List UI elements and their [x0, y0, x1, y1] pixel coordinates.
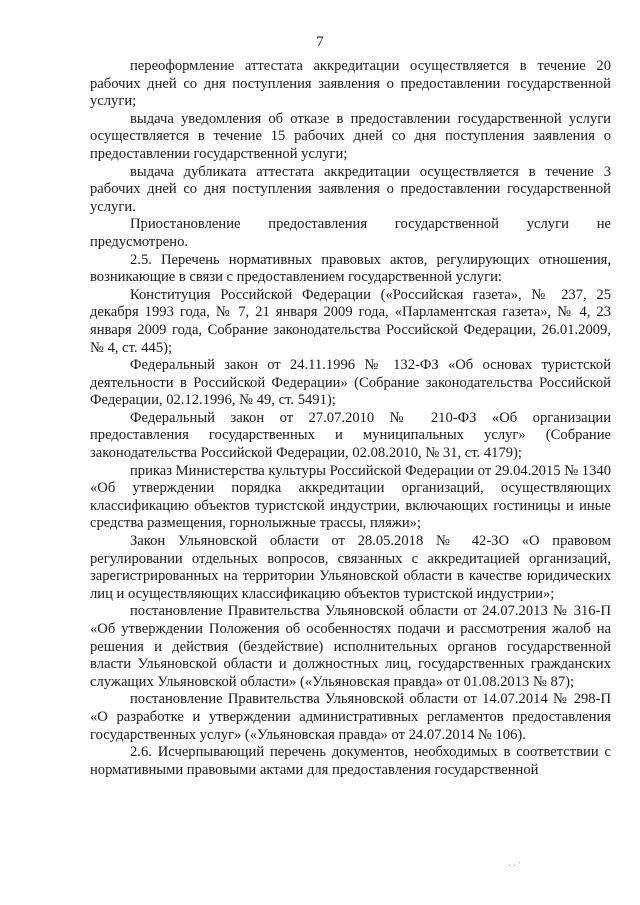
section-2-5-heading: 2.5. Перечень нормативных правовых актов, регулирующих отношения, возникающие в связи с предоставлением государственной услуги:: [90, 251, 611, 286]
scan-artifact-icon: ․․‧: [508, 858, 523, 868]
section-2-6-paragraph: 2.6. Исчерпывающий перечень документов, необходимых в соответствии с нормативными правовыми актами для предоставления государственной: [90, 744, 611, 778]
paragraph-ministry-order-1340: приказ Министерства культуры Российской Федерации от 29.04.2015 № 1340 «Об утверждении порядка аккредитации организаций, осуществляющих классификацию объектов туристской индустрии, включающих гостиницы и иные средства размещения, горнолыжные трассы, пляжи»;: [90, 462, 611, 532]
paragraph-reissue-term: переоформление аттестата аккредитации осуществляется в течение 20 рабочих дней со дня поступления заявления о предоставлении государственной услуги;: [90, 58, 611, 110]
paragraph-regional-law-42: Закон Ульяновской области от 28.05.2018 № 42-ЗО «О правовом регулировании отдельных вопросов, связанных с аккредитацией организаций, зарегистрированных на территории Ульяновской области в качестве юридических лиц и осуществляющих классификацию объектов туристской индустрии»;: [90, 533, 611, 602]
paragraph-refusal-notice-term: выдача уведомления об отказе в предоставлении государственной услуги осуществляется в течение 15 рабочих дней со дня поступления заявления о предоставлении государственной услуги;: [90, 110, 611, 162]
paragraph-resolution-316: постановление Правительства Ульяновской области от 24.07.2013 № 316-П «Об утверждении Положения об особенностях подачи и рассмотрения жалоб на решения и действия (бездействие) исполнительных органов государственной власти Ульяновской области и должностных лиц, государственных гражданских служащих Ульяновской области» («Ульяновская правда» от 01.08.2013 № 87);: [90, 603, 611, 690]
paragraph-duplicate-term: выдача дубликата аттестата аккредитации осуществляется в течение 3 рабочих дней со дня поступления заявления о предоставлении государственной услуги.: [90, 163, 611, 215]
paragraph-federal-law-210: Федеральный закон от 27.07.2010 № 210-ФЗ «Об организации предоставления государственных и муниципальных услуг» (Собрание законодательства Российской Федерации, 02.08.2010, № 31, ст. 4179);: [90, 409, 611, 462]
paragraph-resolution-298: постановление Правительства Ульяновской области от 14.07.2014 № 298-П «О разработке и утверждении административных регламентов предоставления государственных услуг» («Ульяновская правда» от 24.07.2014 № 106).: [90, 691, 611, 743]
page-number: 7: [316, 34, 324, 50]
paragraph-constitution: Конституция Российской Федерации («Российская газета», № 237, 25 декабря 1993 года, № 7, 21 января 2009 года, «Парламентская газета», № 4, 23 января 2009 года, Собрание законодательства Российской Федерации, 26.01.2009, № 4, ст. 445);: [90, 286, 611, 356]
paragraph-suspension: Приостановление предоставления государственной услуги не предусмотрено.: [90, 216, 611, 250]
document-body: [90, 58, 611, 779]
paragraph-federal-law-132: Федеральный закон от 24.11.1996 № 132-ФЗ «Об основах туристской деятельности в Российской Федерации» (Собрание законодательства Российской Федерации, 02.12.1996, № 49, ст. 5491);: [90, 357, 611, 409]
